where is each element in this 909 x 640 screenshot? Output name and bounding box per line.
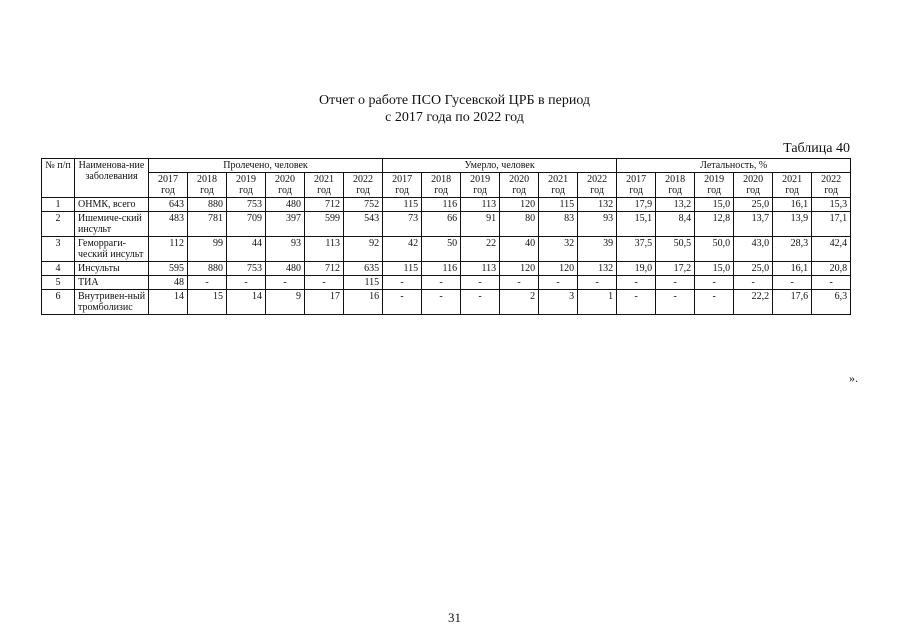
lethality-cell: 15,3: [812, 198, 851, 212]
died-cell: 83: [539, 212, 578, 237]
died-cell: 132: [578, 262, 617, 276]
died-cell: 40: [500, 237, 539, 262]
died-cell: -: [383, 290, 422, 315]
lethality-cell: 20,8: [812, 262, 851, 276]
lethality-cell: -: [812, 276, 851, 290]
header-num: № п/п: [42, 159, 75, 198]
treated-cell: 99: [188, 237, 227, 262]
header-year-treated: 2018 год: [188, 173, 227, 198]
treated-cell: -: [227, 276, 266, 290]
lethality-cell: -: [695, 290, 734, 315]
treated-cell: 880: [188, 198, 227, 212]
treated-cell: 543: [344, 212, 383, 237]
died-cell: 22: [461, 237, 500, 262]
treated-cell: -: [305, 276, 344, 290]
header-year-treated: 2021 год: [305, 173, 344, 198]
header-year-treated: 2020 год: [266, 173, 305, 198]
treated-cell: 112: [149, 237, 188, 262]
treated-cell: 712: [305, 198, 344, 212]
treated-cell: 599: [305, 212, 344, 237]
died-cell: 115: [383, 198, 422, 212]
header-treated: Пролечено, человек: [149, 159, 383, 173]
died-cell: 50: [422, 237, 461, 262]
lethality-cell: -: [734, 276, 773, 290]
lethality-cell: 19,0: [617, 262, 656, 276]
lethality-cell: 25,0: [734, 198, 773, 212]
died-cell: 2: [500, 290, 539, 315]
lethality-cell: 50,5: [656, 237, 695, 262]
treated-cell: 781: [188, 212, 227, 237]
lethality-cell: 17,1: [812, 212, 851, 237]
died-cell: -: [461, 290, 500, 315]
header-year-lethality: 2017 год: [617, 173, 656, 198]
header-year-treated: 2019 год: [227, 173, 266, 198]
lethality-cell: 13,7: [734, 212, 773, 237]
header-year-died: 2021 год: [539, 173, 578, 198]
table-row: [42, 276, 851, 290]
lethality-cell: -: [656, 290, 695, 315]
treated-cell: 880: [188, 262, 227, 276]
lethality-cell: 6,3: [812, 290, 851, 315]
treated-cell: 752: [344, 198, 383, 212]
lethality-cell: 15,1: [617, 212, 656, 237]
lethality-cell: 22,2: [734, 290, 773, 315]
died-cell: 116: [422, 198, 461, 212]
lethality-cell: 15,0: [695, 198, 734, 212]
header-year-lethality: 2020 год: [734, 173, 773, 198]
lethality-cell: 17,2: [656, 262, 695, 276]
lethality-cell: -: [656, 276, 695, 290]
header-row-years: [42, 173, 851, 198]
died-cell: 113: [461, 198, 500, 212]
disease-name: Геморраги-ческий инсульт: [75, 237, 149, 262]
row-number: 4: [42, 262, 75, 276]
header-year-lethality: 2021 год: [773, 173, 812, 198]
died-cell: 1: [578, 290, 617, 315]
died-cell: 42: [383, 237, 422, 262]
header-name: Наименова-ние заболевания: [75, 159, 149, 198]
disease-name: Инсульты: [75, 262, 149, 276]
died-cell: 120: [539, 262, 578, 276]
died-cell: 113: [461, 262, 500, 276]
died-cell: -: [539, 276, 578, 290]
lethality-cell: 15,0: [695, 262, 734, 276]
table-row: [42, 212, 851, 237]
treated-cell: 17: [305, 290, 344, 315]
lethality-cell: 42,4: [812, 237, 851, 262]
header-lethality: Летальность, %: [617, 159, 851, 173]
treated-cell: 709: [227, 212, 266, 237]
lethality-cell: -: [773, 276, 812, 290]
treated-cell: 93: [266, 237, 305, 262]
table-row: [42, 290, 851, 315]
lethality-cell: 17,6: [773, 290, 812, 315]
header-year-lethality: 2019 год: [695, 173, 734, 198]
table-row: [42, 198, 851, 212]
treated-cell: 16: [344, 290, 383, 315]
header-died: Умерло, человек: [383, 159, 617, 173]
title-line-2: с 2017 года по 2022 год: [385, 110, 524, 125]
treated-cell: 92: [344, 237, 383, 262]
lethality-cell: 16,1: [773, 262, 812, 276]
lethality-cell: -: [617, 290, 656, 315]
died-cell: -: [578, 276, 617, 290]
treated-cell: 483: [149, 212, 188, 237]
treated-cell: 14: [149, 290, 188, 315]
died-cell: -: [500, 276, 539, 290]
header-row-groups: [42, 159, 851, 173]
died-cell: 93: [578, 212, 617, 237]
died-cell: 115: [383, 262, 422, 276]
treated-cell: 9: [266, 290, 305, 315]
treated-cell: 397: [266, 212, 305, 237]
document-title: [0, 92, 909, 126]
header-year-died: 2019 год: [461, 173, 500, 198]
disease-name: ОНМК, всего: [75, 198, 149, 212]
died-cell: -: [461, 276, 500, 290]
row-number: 6: [42, 290, 75, 315]
treated-cell: 44: [227, 237, 266, 262]
lethality-cell: 13,2: [656, 198, 695, 212]
treated-cell: 115: [344, 276, 383, 290]
title-line-1: Отчет о работе ПСО Гусевской ЦРБ в период: [318, 93, 591, 108]
died-cell: 3: [539, 290, 578, 315]
died-cell: 115: [539, 198, 578, 212]
table-row: [42, 237, 851, 262]
treated-cell: -: [188, 276, 227, 290]
died-cell: 32: [539, 237, 578, 262]
page-number: 31: [448, 610, 461, 625]
died-cell: 73: [383, 212, 422, 237]
treated-cell: 753: [227, 198, 266, 212]
disease-name: ТИА: [75, 276, 149, 290]
lethality-cell: 28,3: [773, 237, 812, 262]
lethality-cell: 43,0: [734, 237, 773, 262]
died-cell: -: [422, 276, 461, 290]
row-number: 1: [42, 198, 75, 212]
lethality-cell: 37,5: [617, 237, 656, 262]
closing-quote-mark: ».: [849, 371, 858, 385]
treated-cell: 113: [305, 237, 344, 262]
died-cell: 91: [461, 212, 500, 237]
header-year-lethality: 2022 год: [812, 173, 851, 198]
lethality-cell: 13,9: [773, 212, 812, 237]
row-number: 5: [42, 276, 75, 290]
lethality-cell: -: [617, 276, 656, 290]
treated-cell: 643: [149, 198, 188, 212]
header-year-died: 2020 год: [500, 173, 539, 198]
treated-cell: 480: [266, 198, 305, 212]
disease-name: Внутривен-ный тромболизис: [75, 290, 149, 315]
disease-name: Ишемиче-ский инсульт: [75, 212, 149, 237]
died-cell: 120: [500, 198, 539, 212]
treated-cell: 48: [149, 276, 188, 290]
treated-cell: 635: [344, 262, 383, 276]
header-year-died: 2022 год: [578, 173, 617, 198]
header-year-died: 2017 год: [383, 173, 422, 198]
treated-cell: 480: [266, 262, 305, 276]
header-year-died: 2018 год: [422, 173, 461, 198]
report-table: [41, 158, 851, 315]
treated-cell: -: [266, 276, 305, 290]
lethality-cell: 17,9: [617, 198, 656, 212]
header-year-treated: 2022 год: [344, 173, 383, 198]
lethality-cell: 8,4: [656, 212, 695, 237]
died-cell: -: [422, 290, 461, 315]
lethality-cell: 16,1: [773, 198, 812, 212]
treated-cell: 14: [227, 290, 266, 315]
header-year-treated: 2017 год: [149, 173, 188, 198]
lethality-cell: -: [695, 276, 734, 290]
row-number: 3: [42, 237, 75, 262]
lethality-cell: 12,8: [695, 212, 734, 237]
treated-cell: 15: [188, 290, 227, 315]
died-cell: 80: [500, 212, 539, 237]
died-cell: 39: [578, 237, 617, 262]
table-label: Таблица 40: [783, 141, 850, 156]
died-cell: -: [383, 276, 422, 290]
lethality-cell: 25,0: [734, 262, 773, 276]
table-body: [42, 198, 851, 315]
header-year-lethality: 2018 год: [656, 173, 695, 198]
treated-cell: 712: [305, 262, 344, 276]
table-row: [42, 262, 851, 276]
lethality-cell: 50,0: [695, 237, 734, 262]
treated-cell: 753: [227, 262, 266, 276]
died-cell: 132: [578, 198, 617, 212]
died-cell: 116: [422, 262, 461, 276]
treated-cell: 595: [149, 262, 188, 276]
died-cell: 120: [500, 262, 539, 276]
row-number: 2: [42, 212, 75, 237]
died-cell: 66: [422, 212, 461, 237]
